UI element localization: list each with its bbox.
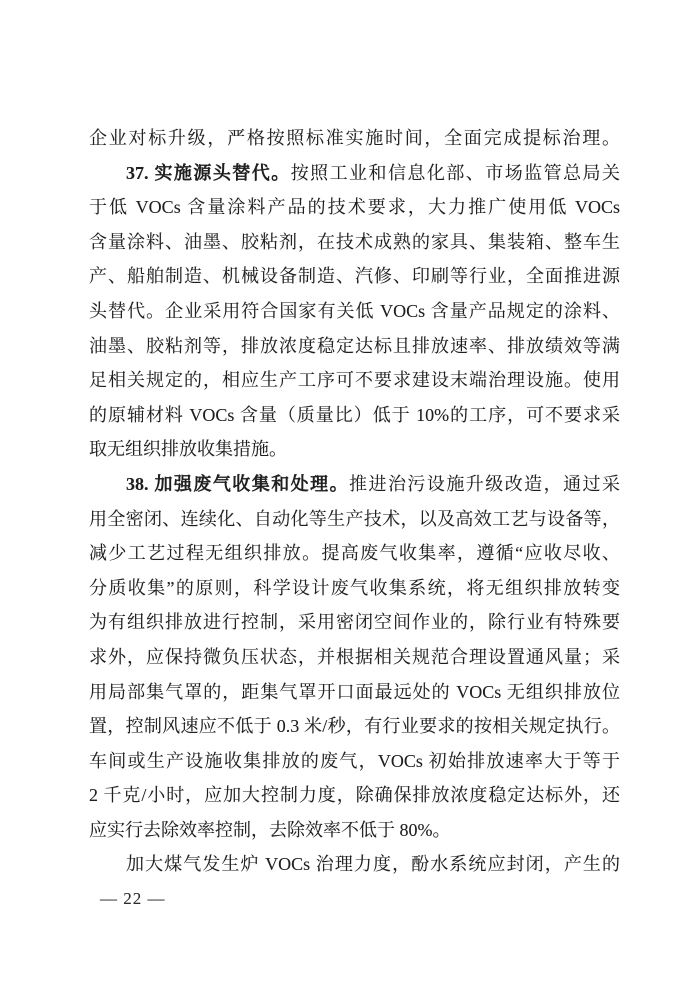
run-in-heading: 37. 实施源头替代。: [126, 162, 291, 183]
text-line: 的原辅材料 VOCs 含量（质量比）低于 10%的工序，可不要求采: [89, 404, 620, 425]
text-line: 头替代。企业采用符合国家有关低 VOCs 含量产品规定的涂料、: [89, 300, 620, 321]
text-line: 用局部集气罩的，距集气罩开口面最远处的 VOCs 无组织排放位: [89, 681, 620, 702]
text-line: 用全密闭、连续化、自动化等生产技术，以及高效工艺与设备等，: [89, 508, 620, 529]
text-line: 求外，应保持微负压状态，并根据相关规范合理设置通风量；采: [89, 646, 620, 667]
page-number: — 22 —: [100, 889, 166, 908]
text-line: 含量涂料、油墨、胶粘剂，在技术成熟的家具、集装箱、整车生: [89, 231, 620, 252]
text-line: 减少工艺过程无组织排放。提高废气收集率，遵循“应收尽收、: [89, 543, 620, 564]
text-line: 产、船舶制造、机械设备制造、汽修、印刷等行业，全面推进源: [89, 266, 620, 287]
text-line: 分质收集”的原则，科学设计废气收集系统，将无组织排放转变: [89, 577, 620, 598]
text-line: 油墨、胶粘剂等，排放浓度稳定达标且排放速率、排放绩效等满: [89, 335, 620, 356]
text-line: 为有组织排放进行控制，采用密闭空间作业的，除行业有特殊要: [89, 612, 620, 633]
text-line: 企业对标升级，严格按照标准实施时间，全面完成提标治理。: [89, 128, 620, 148]
text-line: 于低 VOCs 含量涂料产品的技术要求，大力推广使用低 VOCs: [89, 197, 620, 218]
text-line: 加大煤气发生炉 VOCs 治理力度，酚水系统应封闭，产生的: [126, 854, 620, 875]
text-line: 38. 加强废气收集和处理。推进治污设施升级改造，通过采: [126, 473, 620, 494]
text-line: 车间或生产设施收集排放的废气，VOCs 初始排放速率大于等于: [89, 750, 620, 771]
text-line: 2 千克/小时，应加大控制力度，除确保排放浓度稳定达标外，还: [89, 785, 620, 806]
text-line: 应实行去除效率控制，去除效率不低于 80%。: [89, 819, 451, 840]
text-line: 足相关规定的，相应生产工序可不要求建设末端治理设施。使用: [89, 370, 620, 391]
text-line: 取无组织排放收集措施。: [89, 439, 287, 460]
document-body: [89, 121, 620, 882]
text-line: 置，控制风速应不低于 0.3 米/秒，有行业要求的按相关规定执行。: [89, 716, 620, 737]
text-line: 37. 实施源头替代。按照工业和信息化部、市场监管总局关: [126, 162, 620, 183]
run-in-heading: 38. 加强废气收集和处理。: [126, 473, 350, 494]
